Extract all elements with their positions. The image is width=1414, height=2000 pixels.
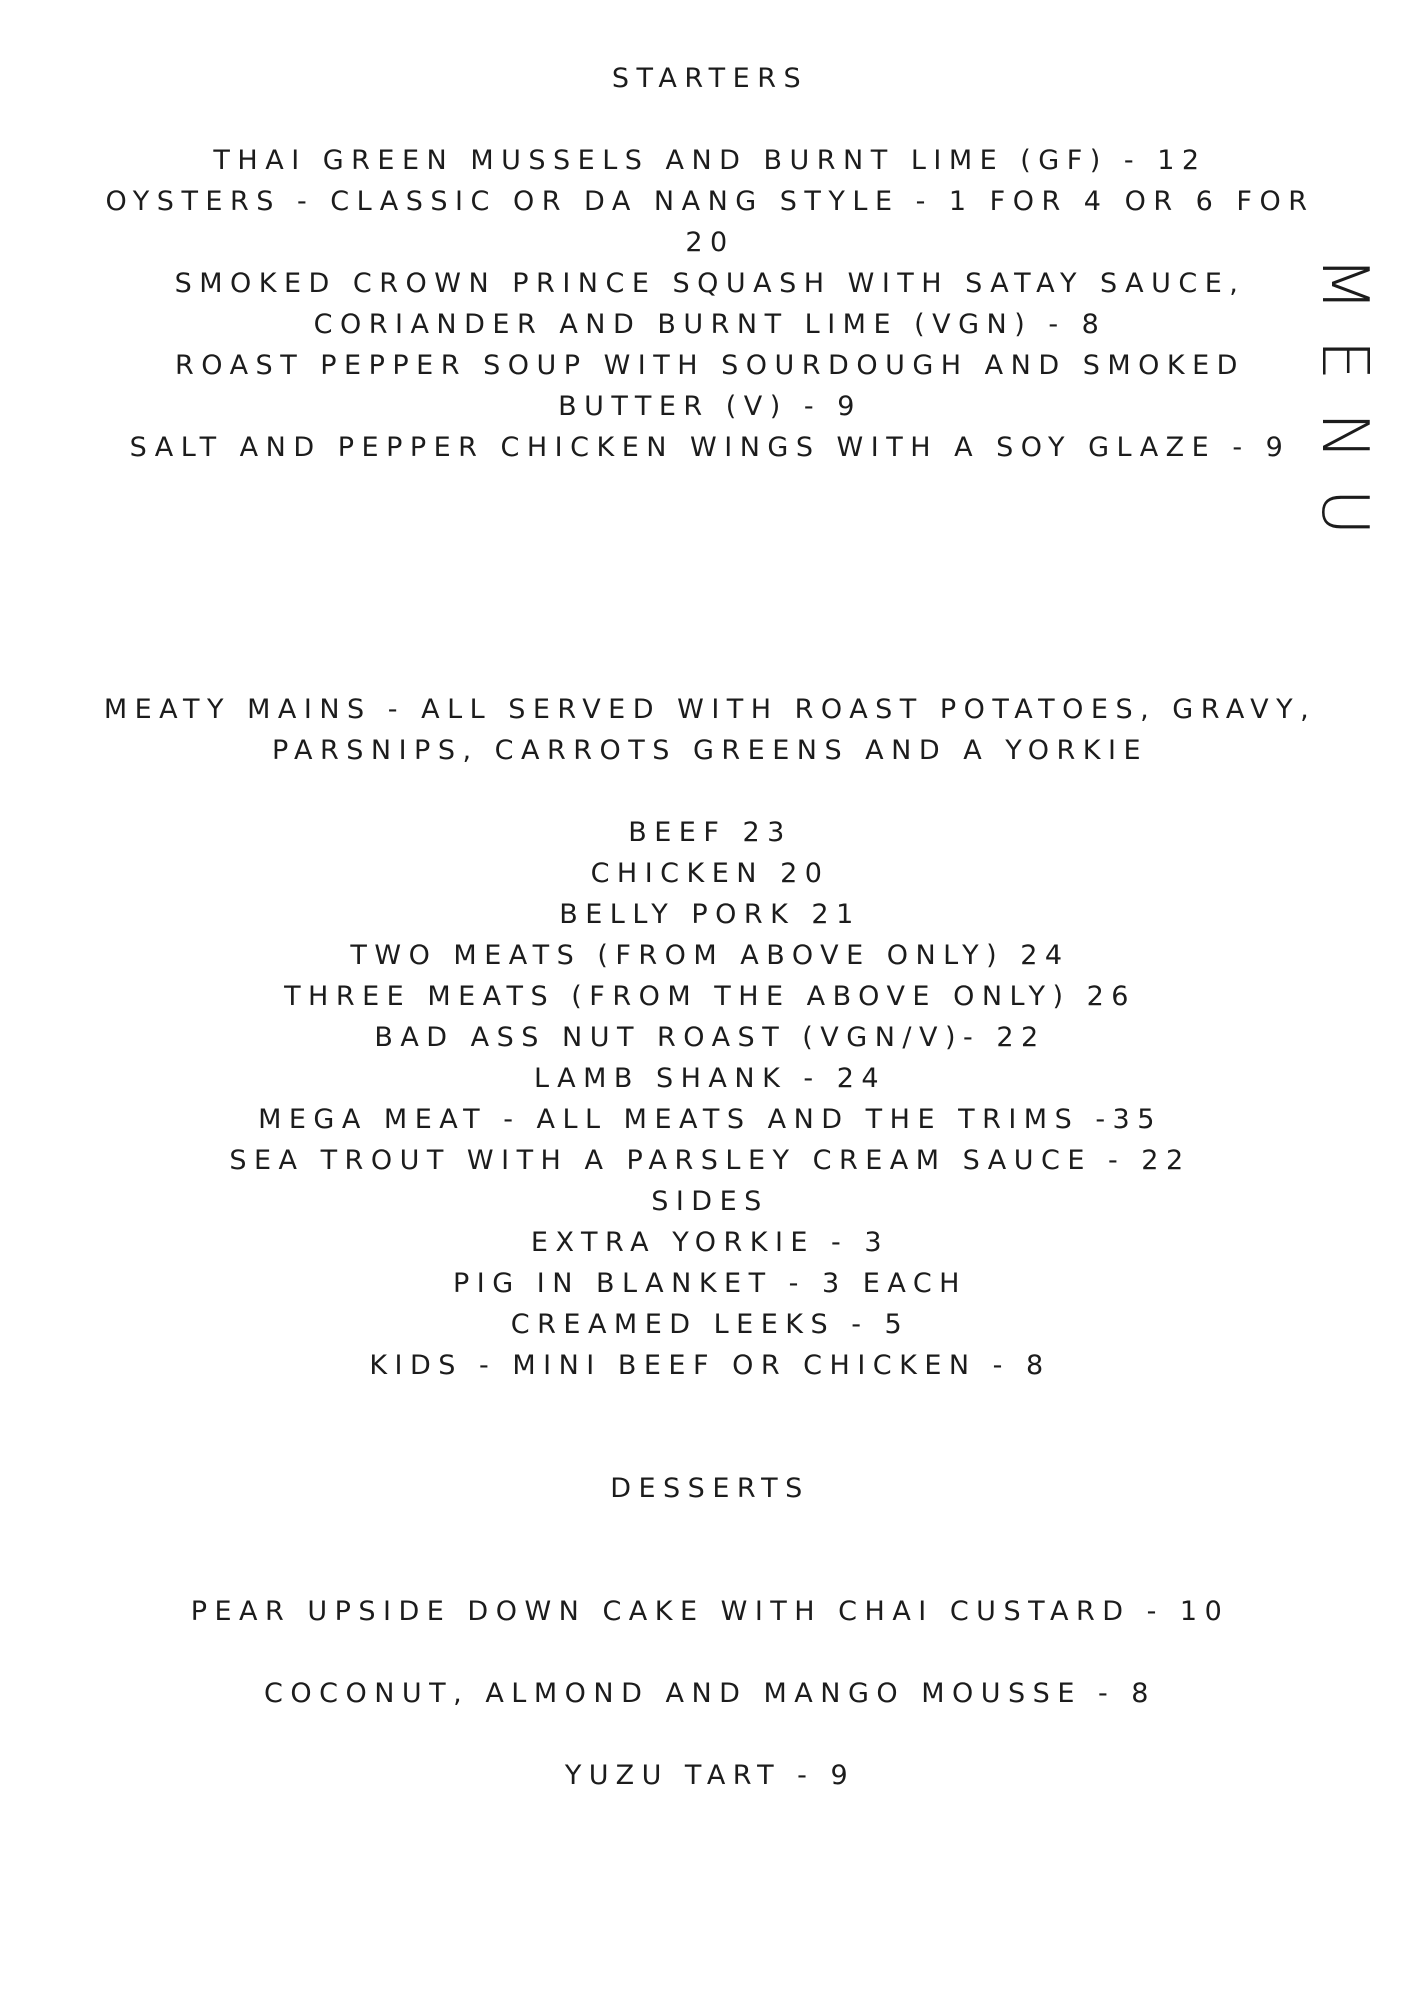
side-item: KIDS - MINI BEEF OR CHICKEN - 8 — [369, 1350, 1051, 1381]
side-item: CREAMED LEEKS - 5 — [510, 1309, 910, 1340]
starters-section — [95, 58, 1325, 468]
side-item: PIG IN BLANKET - 3 EACH — [453, 1268, 967, 1299]
menu-title-letter: E — [1307, 339, 1381, 381]
desserts-heading: DESSERTS — [610, 1473, 810, 1504]
menu-title-letter: U — [1307, 488, 1381, 536]
main-item: BELLY PORK 21 — [559, 899, 861, 930]
main-item: TWO MEATS (FROM ABOVE ONLY) 24 — [350, 940, 1070, 971]
dessert-item: YUZU TART - 9 — [564, 1760, 856, 1791]
side-item: EXTRA YORKIE - 3 — [530, 1227, 890, 1258]
menu-title-letter: N — [1307, 412, 1381, 460]
dessert-item: COCONUT, ALMOND AND MANGO MOUSSE - 8 — [264, 1678, 1156, 1709]
main-item: SEA TROUT WITH A PARSLEY CREAM SAUCE - 22 — [229, 1145, 1191, 1176]
main-item: THREE MEATS (FROM THE ABOVE ONLY) 26 — [284, 981, 1136, 1012]
main-item: BAD ASS NUT ROAST (VGN/V)- 22 — [374, 1022, 1046, 1053]
starter-item: ROAST PEPPER SOUP WITH SOURDOUGH AND SMOKED BUTTER (V) - 9 — [175, 350, 1245, 422]
desserts-section — [95, 1468, 1325, 1796]
sides-section — [95, 1181, 1325, 1386]
menu-body — [95, 58, 1325, 1796]
main-item: BEEF 23 — [628, 817, 792, 848]
mains-heading: MEATY MAINS - ALL SERVED WITH ROAST POTATOES, GRAVY, PARSNIPS, CARROTS GREENS AND A YORKIE — [103, 694, 1317, 766]
mains-section — [95, 689, 1325, 1181]
starter-item: THAI GREEN MUSSELS AND BURNT LIME (GF) - 12 — [213, 145, 1207, 176]
menu-title-letter: M — [1307, 256, 1381, 312]
dessert-item: PEAR UPSIDE DOWN CAKE WITH CHAI CUSTARD - 10 — [190, 1596, 1230, 1627]
starter-item: SALT AND PEPPER CHICKEN WINGS WITH A SOY GLAZE - 9 — [129, 432, 1291, 463]
main-item: LAMB SHANK - 24 — [533, 1063, 887, 1094]
starters-heading: STARTERS — [611, 63, 809, 94]
sides-heading: SIDES — [651, 1186, 769, 1217]
main-item: MEGA MEAT - ALL MEATS AND THE TRIMS -35 — [258, 1104, 1162, 1135]
main-item: CHICKEN 20 — [590, 858, 830, 889]
starter-item: SMOKED CROWN PRINCE SQUASH WITH SATAY SAUCE, CORIANDER AND BURNT LIME (VGN) - 8 — [174, 268, 1246, 340]
starter-item: OYSTERS - CLASSIC OR DA NANG STYLE - 1 FOR 4 OR 6 FOR 20 — [105, 186, 1315, 258]
